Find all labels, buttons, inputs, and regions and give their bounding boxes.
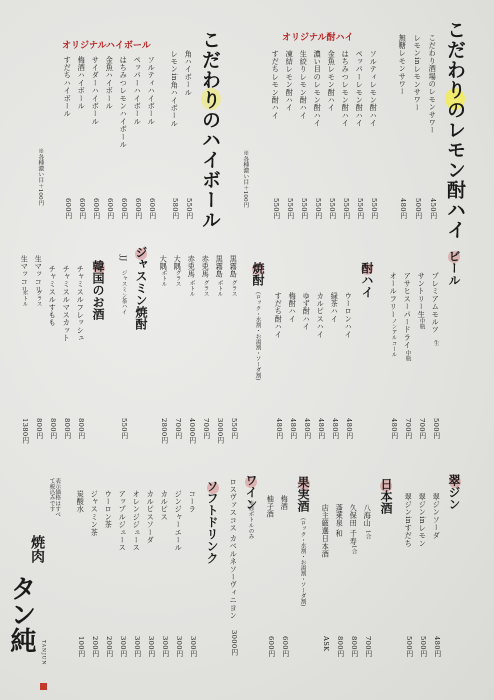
chuhai-item-price: 550円: [299, 198, 308, 219]
shochu-item-price: 2800円: [159, 418, 168, 444]
wine-item-price: 3000円: [229, 630, 238, 656]
jasmine-item-name: JJ: [119, 255, 129, 262]
korean-item-name: チャミスルフレッシュ: [76, 265, 86, 342]
original-chuhai-title: オリジナル酎ハイ: [282, 33, 354, 43]
korean-item-name: 生マッコリ: [20, 255, 30, 294]
sour-jin-item-name: 翠ジンinレモン: [418, 493, 428, 548]
korean-item-price: 800円: [34, 418, 43, 439]
shochu-item-name: 赤兎馬: [187, 255, 197, 279]
sour-jin-item-price: 500円: [404, 636, 413, 657]
chuhai-item-price: 480円: [330, 418, 339, 439]
highball-orig-price: 600円: [91, 198, 100, 219]
beer-item-name: アサヒスーパードライ: [403, 272, 413, 349]
logo-text: タン純: [6, 575, 36, 653]
softdrink-item-name: カルピスソーダ: [146, 490, 156, 544]
chuhai-item-name: ウーロンハイ: [344, 292, 354, 339]
fruit-item-name: 柚子酒: [266, 495, 276, 519]
chuhai-item-price: 550円: [369, 198, 378, 219]
beer-item-tag: 中瓶: [418, 318, 425, 330]
sour-jin-item-price: 500円: [418, 636, 427, 657]
sake-item-tag: 1合: [364, 530, 371, 540]
chuhai-item-price: 480円: [288, 418, 297, 439]
wine-subtitle: ※赤ボトルのみ: [247, 500, 254, 540]
logo-seal: [40, 683, 47, 690]
chuhai-item-name: 濃い目のレモン酎ハイ: [313, 50, 323, 127]
fruit-subtitle: (ロック・水割・お湯割・ソーダ割): [299, 518, 306, 607]
beer-item-tag: 中瓶: [404, 350, 411, 362]
chuhai-item-name: 生絞りレモン酎ハイ: [299, 50, 309, 120]
chuhai-item-price: 550円: [271, 198, 280, 219]
beer-item-price: 700円: [403, 418, 412, 439]
jasmine-item-tag: ジャスミン茶ハイ: [120, 270, 127, 315]
chuhai-item-price: 550円: [327, 198, 336, 219]
chuhai-item-name: 金魚レモン酎ハイ: [327, 50, 337, 112]
softdrink-item-name: 炭酸水: [76, 490, 86, 514]
wine-title: ワイン: [244, 474, 258, 510]
chuhai-item-name: ペッパーレモン酎ハイ: [355, 50, 365, 127]
chuhai-item-price: 550円: [285, 198, 294, 219]
beer-item-tag: ノンアルコール: [390, 318, 397, 358]
shochu-item-name: 大隅: [173, 255, 183, 271]
softdrink-item-price: 300円: [146, 636, 155, 657]
shochu-item-name: 黒霧島: [215, 255, 225, 279]
highball-orig-price: 600円: [133, 198, 142, 219]
chuhai-note: ※各種濃い目＋100円: [241, 150, 248, 208]
sour-jin-item-price: 480円: [432, 636, 441, 657]
shochu-item-tag: グラス: [174, 270, 181, 287]
chuhai-item-price: 550円: [313, 198, 322, 219]
highball-title: こだわりのハイボール: [199, 30, 221, 230]
shochu-item-price: 550円: [229, 418, 238, 439]
korean-item-price: 800円: [48, 418, 57, 439]
lemon-item-name: 無糖レモンサワー: [398, 34, 408, 96]
highball-orig-price: 600円: [105, 198, 114, 219]
shochu-item-tag: ボトル: [188, 280, 195, 297]
beer-item-price: 480円: [389, 418, 398, 439]
softdrink-item-name: ジンジャーエール: [174, 490, 184, 552]
chuhai-item-name: 凍結レモン酎ハイ: [285, 50, 295, 112]
highball-orig-name: サイダーハイボール: [91, 56, 101, 126]
beer-title: ビール: [447, 250, 461, 286]
shochu-item-price: 700円: [173, 418, 182, 439]
korean-item-tag: グラス: [35, 290, 42, 307]
highball-orig-price: 600円: [77, 198, 86, 219]
highball-orig-price: 600円: [119, 198, 128, 219]
chuhai-item-price: 480円: [316, 418, 325, 439]
korean-item-name: 生マッコリ: [34, 255, 44, 294]
softdrink-item-name: ジャスミン茶: [90, 490, 100, 537]
korean-item-price: 800円: [62, 418, 71, 439]
highball-orig-name: ペッパーハイボール: [133, 56, 143, 126]
fruit-item-name: 梅酒: [280, 495, 290, 511]
korean-item-price: 1380円: [20, 418, 29, 444]
softdrink-item-name: オレンジジュース: [132, 490, 142, 552]
beer-item-price: 500円: [431, 418, 440, 439]
chuhai-item-name: 梅酎ハイ: [288, 292, 298, 323]
jasmine-item-price: 550円: [119, 418, 128, 439]
logo-sub: TANJUN: [40, 640, 46, 666]
softdrink-item-name: カルピス: [160, 490, 170, 521]
shochu-item-tag: ボトル: [160, 270, 167, 287]
softdrink-title: ソフトドリンク: [205, 480, 219, 564]
chuhai-title: 酎ハイ: [360, 262, 374, 298]
chuhai-item-price: 480円: [302, 418, 311, 439]
chuhai-item-price: 550円: [341, 198, 350, 219]
softdrink-item-price: 300円: [160, 636, 169, 657]
chuhai-item-name: すだちレモン酎ハイ: [271, 50, 281, 120]
softdrink-item-name: ウーロン茶: [104, 490, 114, 529]
sake-title: 日本酒: [379, 478, 393, 514]
fruit-item-price: 600円: [266, 636, 275, 657]
lemon-item-price: 480円: [398, 198, 407, 219]
softdrink-item-price: 300円: [118, 636, 127, 657]
shochu-item-name: 黒霧島: [229, 255, 239, 279]
highball-orig-name: ソルティハイボール: [147, 56, 157, 126]
shochu-item-price: 700円: [201, 418, 210, 439]
original-highball-title: オリジナルハイボール: [62, 41, 151, 51]
korean-item-name: チャミスルマスカット: [62, 265, 72, 342]
softdrink-item-price: 300円: [188, 636, 197, 657]
fruit-item-price: 600円: [280, 636, 289, 657]
korean-item-name: チャミスルすもも: [48, 265, 58, 327]
logo-small: 焼肉: [29, 535, 45, 563]
sake-item-name: 八海山: [363, 504, 373, 528]
chuhai-item-name: すだち酎ハイ: [274, 292, 284, 339]
lemon-title: こだわりのレモン酎ハイ: [444, 20, 466, 240]
beer-item-price: 700円: [417, 418, 426, 439]
shochu-item-tag: グラス: [202, 280, 209, 297]
softdrink-item-name: コーラ: [188, 490, 198, 514]
softdrink-item-price: 200円: [104, 636, 113, 657]
sake-item-tag: 1合: [350, 545, 357, 555]
chuhai-item-name: ゆず酎ハイ: [302, 292, 312, 331]
beer-item-name: プレミアムモルツ: [431, 272, 441, 334]
sake-item-name: 久保田 千寿: [349, 504, 359, 546]
softdrink-item-price: 300円: [132, 636, 141, 657]
korean-title: 韓国のお酒: [91, 260, 105, 320]
shochu-item-tag: ボトル: [216, 280, 223, 297]
korean-item-price: 800円: [76, 418, 85, 439]
sour-jin-item-name: 翠ジンソーダ: [432, 493, 442, 540]
softdrink-item-price: 300円: [174, 636, 183, 657]
tax-note: 表示価格はすべて税込みです: [48, 478, 61, 518]
highball-orig-price: 600円: [147, 198, 156, 219]
korean-item-tag: ボトル: [21, 290, 28, 307]
highball-item-name: レモンin角ハイボール: [170, 50, 180, 128]
highball-note: ※各種濃い目＋100円: [36, 148, 43, 206]
chuhai-item-name: カルピスハイ: [316, 292, 326, 339]
jasmine-title: ジャスミン焼酎: [134, 246, 148, 330]
highball-orig-name: 梅酒ハイボール: [77, 56, 87, 110]
highball-orig-name: すだちハイボール: [63, 56, 73, 118]
sake-item-name: 店主厳選日本酒: [321, 504, 331, 558]
sour-jin-item-name: 翠ジンinすだち: [404, 493, 414, 548]
softdrink-item-price: 100円: [76, 636, 85, 657]
chuhai-item-price: 480円: [274, 418, 283, 439]
beer-item-name: オールフリー: [389, 272, 399, 319]
chuhai-item-name: 緑茶ハイ: [330, 292, 340, 323]
sake-item-price: 800円: [335, 636, 344, 657]
chuhai-item-price: 550円: [355, 198, 364, 219]
chuhai-item-name: はちみつレモン酎ハイ: [341, 50, 351, 127]
chuhai-item-name: ソルティレモン酎ハイ: [369, 50, 379, 127]
sake-item-price: 700円: [363, 636, 372, 657]
softdrink-item-price: 200円: [90, 636, 99, 657]
beer-item-name: サントリー生: [417, 272, 427, 319]
shochu-title: 焼酎: [251, 262, 265, 286]
lemon-item-name: こだわり酒場のレモンサワー: [428, 34, 438, 135]
sake-item-price: 800円: [349, 636, 358, 657]
highball-item-price: 580円: [170, 198, 179, 219]
shochu-item-name: 大隅: [159, 255, 169, 271]
lemon-item-price: 500円: [413, 198, 422, 219]
highball-item-name: 角ハイボール: [184, 50, 194, 97]
highball-item-price: 550円: [184, 198, 193, 219]
lemon-item-name: レモンinレモンサワー: [413, 34, 423, 112]
chuhai-item-price: 480円: [344, 418, 353, 439]
highball-orig-name: はちみつレモンハイボール: [119, 56, 129, 149]
shochu-item-price: 3000円: [215, 418, 224, 444]
highball-orig-price: 600円: [63, 198, 72, 219]
wine-item-name: ロスヴァスコス カベルネソーヴィニヨン: [229, 478, 239, 620]
beer-item-tag: 生: [432, 340, 439, 346]
highball-orig-name: 金魚ハイボール: [105, 56, 115, 110]
shochu-item-tag: グラス: [230, 280, 237, 297]
shochu-item-name: 赤兎馬: [201, 255, 211, 279]
sour-jin-title: 翠ジン: [447, 474, 461, 510]
sake-item-name: 蓬莱泉 和: [335, 504, 345, 538]
softdrink-item-name: アップルジュース: [118, 490, 128, 552]
lemon-item-price: 450円: [428, 198, 437, 219]
sake-item-price: ASK: [321, 636, 330, 652]
shochu-item-price: 4000円: [187, 418, 196, 444]
fruit-title: 果実酒: [296, 476, 310, 512]
shochu-subtitle: (ロック・水割・お湯割・ソーダ割): [254, 292, 261, 381]
